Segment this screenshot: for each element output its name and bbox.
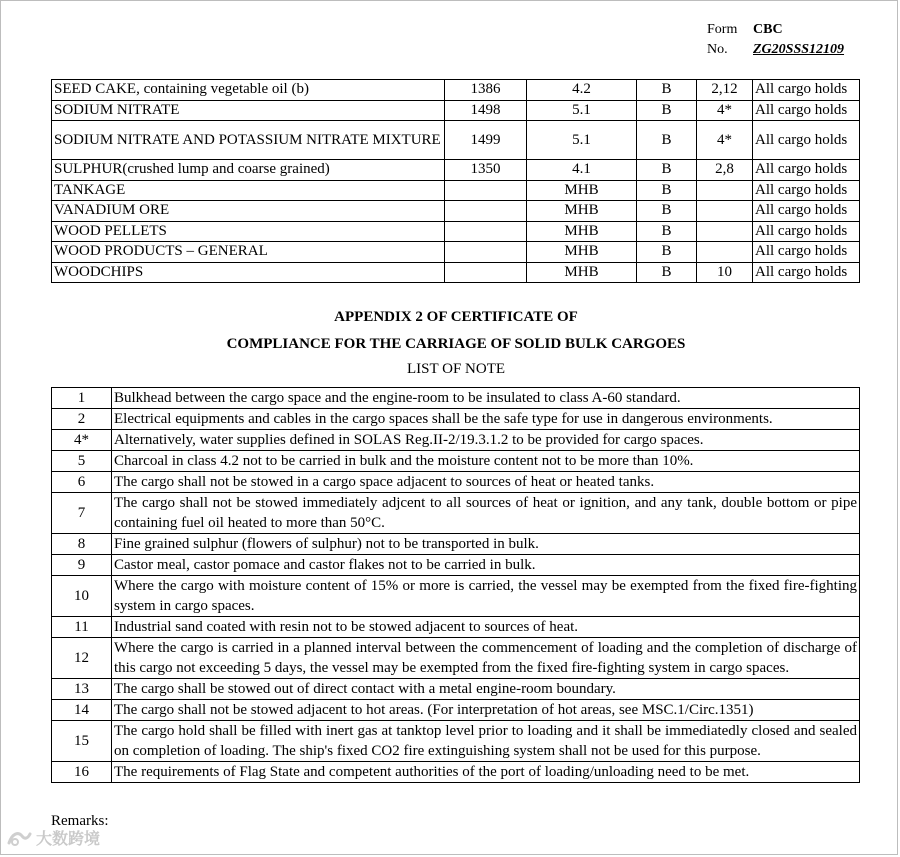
note-number: 8 — [52, 534, 112, 555]
note-text: Where the cargo is carried in a planned interval between the commencement of loading and the completion of discharge of this cargo not exceeding 5 days, the vessel may be exempted from the fixed fire-fighting system in cargo spaces. — [112, 638, 860, 679]
cargo-notes — [697, 221, 753, 242]
form-header — [707, 20, 844, 60]
note-text: Where the cargo with moisture content of 15% or more is carried, the vessel may be exempted from the fixed fire-fighting system in cargo spaces. — [112, 576, 860, 617]
cargo-name: SODIUM NITRATE — [52, 100, 445, 121]
cargo-class: MHB — [527, 201, 637, 222]
note-row — [52, 700, 860, 721]
cargo-group: B — [637, 221, 697, 242]
cargo-un-number — [445, 201, 527, 222]
note-text: Bulkhead between the cargo space and the engine-room to be insulated to class A-60 standard. — [112, 388, 860, 409]
cargo-class: MHB — [527, 262, 637, 283]
watermark-text: 大数跨境 — [36, 829, 101, 848]
cargo-class: 4.1 — [527, 160, 637, 181]
appendix-title-line2: COMPLIANCE FOR THE CARRIAGE OF SOLID BULK CARGOES — [226, 336, 686, 352]
note-row — [52, 762, 860, 783]
watermark-logo-icon — [6, 828, 32, 848]
cargo-holds: All cargo holds — [753, 100, 860, 121]
note-row — [52, 679, 860, 700]
note-text: Industrial sand coated with resin not to be stowed adjacent to sources of heat. — [112, 617, 860, 638]
note-number: 2 — [52, 409, 112, 430]
number-label: No. — [707, 42, 728, 57]
note-number: 5 — [52, 451, 112, 472]
note-text: The cargo shall not be stowed immediately adjcent to all sources of heat or ignition, and any tank, double bottom or pipe containing fuel oil heated to more than 50°C. — [112, 493, 860, 534]
note-text: The cargo shall not be stowed adjacent to hot areas. (For interpretation of hot areas, see MSC.1/Circ.1351) — [112, 700, 860, 721]
note-number: 14 — [52, 700, 112, 721]
cargo-holds: All cargo holds — [753, 201, 860, 222]
cargo-class: 5.1 — [527, 100, 637, 121]
cargo-notes: 2,8 — [697, 160, 753, 181]
cargo-un-number: 1350 — [445, 160, 527, 181]
cargo-name: WOOD PRODUCTS – GENERAL — [52, 242, 445, 263]
note-number: 7 — [52, 493, 112, 534]
note-text: The cargo shall be stowed out of direct contact with a metal engine-room boundary. — [112, 679, 860, 700]
note-number: 6 — [52, 472, 112, 493]
note-text: Electrical equipments and cables in the cargo spaces shall be the safe type for use in dangerous environments. — [112, 409, 860, 430]
cargo-notes: 4* — [697, 121, 753, 160]
note-number: 9 — [52, 555, 112, 576]
cargo-un-number: 1498 — [445, 100, 527, 121]
form-value: CBC — [753, 22, 783, 37]
note-row — [52, 576, 860, 617]
cargo-notes: 4* — [697, 100, 753, 121]
note-number: 16 — [52, 762, 112, 783]
cargo-name: SEED CAKE, containing vegetable oil (b) — [52, 80, 445, 101]
cargo-notes: 10 — [697, 262, 753, 283]
cargo-class: 4.2 — [527, 80, 637, 101]
cargo-row — [52, 80, 860, 101]
list-of-note-heading: LIST OF NOTE — [406, 361, 506, 377]
cargo-un-number — [445, 262, 527, 283]
cargo-row — [52, 242, 860, 263]
cargo-row — [52, 262, 860, 283]
note-text: Fine grained sulphur (flowers of sulphur) not to be transported in bulk. — [112, 534, 860, 555]
note-number: 4* — [52, 430, 112, 451]
cargo-class: MHB — [527, 221, 637, 242]
note-text: Alternatively, water supplies defined in SOLAS Reg.II-2/19.3.1.2 to be provided for cargo spaces. — [112, 430, 860, 451]
cargo-notes — [697, 180, 753, 201]
certificate-number: ZG20SSS12109 — [753, 42, 845, 57]
note-text: Castor meal, castor pomace and castor flakes not to be carried in bulk. — [112, 555, 860, 576]
cargo-name: SODIUM NITRATE AND POTASSIUM NITRATE MIXTURE — [52, 121, 445, 160]
note-row — [52, 534, 860, 555]
cargo-un-number — [445, 180, 527, 201]
note-row — [52, 472, 860, 493]
cargo-name: SULPHUR(crushed lump and coarse grained) — [52, 160, 445, 181]
watermark — [6, 826, 100, 849]
note-number: 12 — [52, 638, 112, 679]
cargo-holds: All cargo holds — [753, 242, 860, 263]
cargo-class: MHB — [527, 242, 637, 263]
cargo-class: MHB — [527, 180, 637, 201]
note-row — [52, 617, 860, 638]
cargo-notes: 2,12 — [697, 80, 753, 101]
cargo-name: WOOD PELLETS — [52, 221, 445, 242]
note-text: The requirements of Flag State and competent authorities of the port of loading/unloading need to be met. — [112, 762, 860, 783]
cargo-group: B — [637, 201, 697, 222]
note-row — [52, 721, 860, 762]
cargo-row — [52, 201, 860, 222]
note-row — [52, 638, 860, 679]
cargo-holds: All cargo holds — [753, 121, 860, 160]
cargo-group: B — [637, 180, 697, 201]
cargo-holds: All cargo holds — [753, 262, 860, 283]
cargo-holds: All cargo holds — [753, 80, 860, 101]
note-row — [52, 451, 860, 472]
note-number: 1 — [52, 388, 112, 409]
cargo-group: B — [637, 262, 697, 283]
note-number: 13 — [52, 679, 112, 700]
cargo-class: 5.1 — [527, 121, 637, 160]
form-label: Form — [707, 22, 738, 37]
cargo-name: VANADIUM ORE — [52, 201, 445, 222]
cargo-row — [52, 180, 860, 201]
note-number: 11 — [52, 617, 112, 638]
cargo-un-number — [445, 221, 527, 242]
note-row — [52, 555, 860, 576]
cargo-group: B — [637, 242, 697, 263]
cargo-notes — [697, 242, 753, 263]
cargo-group: B — [637, 121, 697, 160]
notes-table — [51, 387, 860, 783]
appendix-title-line1: APPENDIX 2 OF CERTIFICATE OF — [334, 309, 578, 325]
note-number: 10 — [52, 576, 112, 617]
cargo-un-number — [445, 242, 527, 263]
note-row — [52, 493, 860, 534]
note-text: The cargo shall not be stowed in a cargo space adjacent to sources of heat or heated tanks. — [112, 472, 860, 493]
note-row — [52, 388, 860, 409]
cargo-table — [51, 79, 860, 283]
cargo-holds: All cargo holds — [753, 180, 860, 201]
cargo-row — [52, 221, 860, 242]
cargo-notes — [697, 201, 753, 222]
cargo-row — [52, 100, 860, 121]
note-number: 15 — [52, 721, 112, 762]
cargo-un-number: 1386 — [445, 80, 527, 101]
cargo-un-number: 1499 — [445, 121, 527, 160]
cargo-group: B — [637, 80, 697, 101]
note-row — [52, 430, 860, 451]
cargo-group: B — [637, 100, 697, 121]
note-text: Charcoal in class 4.2 not to be carried in bulk and the moisture content not to be more than 10%. — [112, 451, 860, 472]
cargo-name: TANKAGE — [52, 180, 445, 201]
note-row — [52, 409, 860, 430]
remarks-label: Remarks: — [51, 813, 109, 829]
cargo-holds: All cargo holds — [753, 160, 860, 181]
note-text: The cargo hold shall be filled with inert gas at tanktop level prior to loading and it shall be immediatedly closed and sealed on completion of loading. The ship's fixed CO2 fire extinguishing system shall not be used for this purpose. — [112, 721, 860, 762]
cargo-row — [52, 160, 860, 181]
cargo-row — [52, 121, 860, 160]
cargo-group: B — [637, 160, 697, 181]
cargo-name: WOODCHIPS — [52, 262, 445, 283]
cargo-holds: All cargo holds — [753, 221, 860, 242]
